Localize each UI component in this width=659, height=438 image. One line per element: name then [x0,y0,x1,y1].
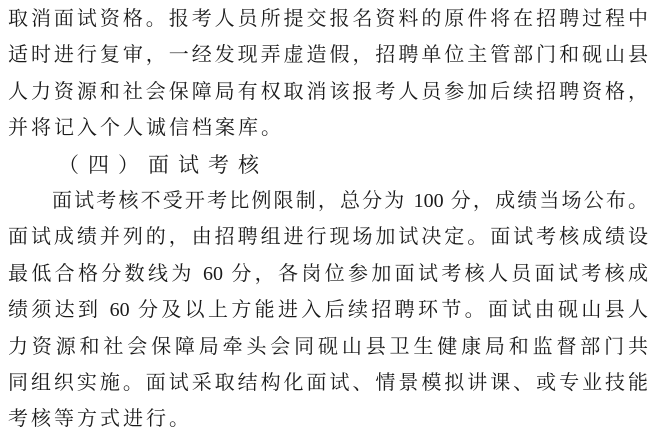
text-line: 面试成绩并列的，由招聘组进行现场加试决定。面试考核成绩设 [8,226,648,249]
text-line: 最低合格分数线为 60 分，各岗位参加面试考核人员面试考核成 [8,262,648,285]
text-line: 面试考核不受开考比例限制，总分为 100 分，成绩当场公布。 [52,189,648,212]
text-line: 力资源和社会保障局牵头会同砚山县卫生健康局和监督部门共 [8,335,648,358]
text-line: 绩须达到 60 分及以上方能进入后续招聘环节。面试由砚山县人 [8,299,648,322]
text-line: 适时进行复审，一经发现弄虚造假，招聘单位主管部门和砚山县 [8,44,648,67]
text-line: 人力资源和社会保障局有权取消该报考人员参加后续招聘资格， [8,80,648,103]
text-line: 取消面试资格。报考人员所提交报名资料的原件将在招聘过程中 [8,8,648,30]
text-line: 同组织实施。面试采取结构化面试、情景模拟讲课、或专业技能 [8,371,648,394]
text-line: 并将记入个人诚信档案库。 [8,117,284,140]
section-heading: （四）面试考核 [58,152,268,177]
text-line: 考核等方式进行。 [8,408,192,431]
